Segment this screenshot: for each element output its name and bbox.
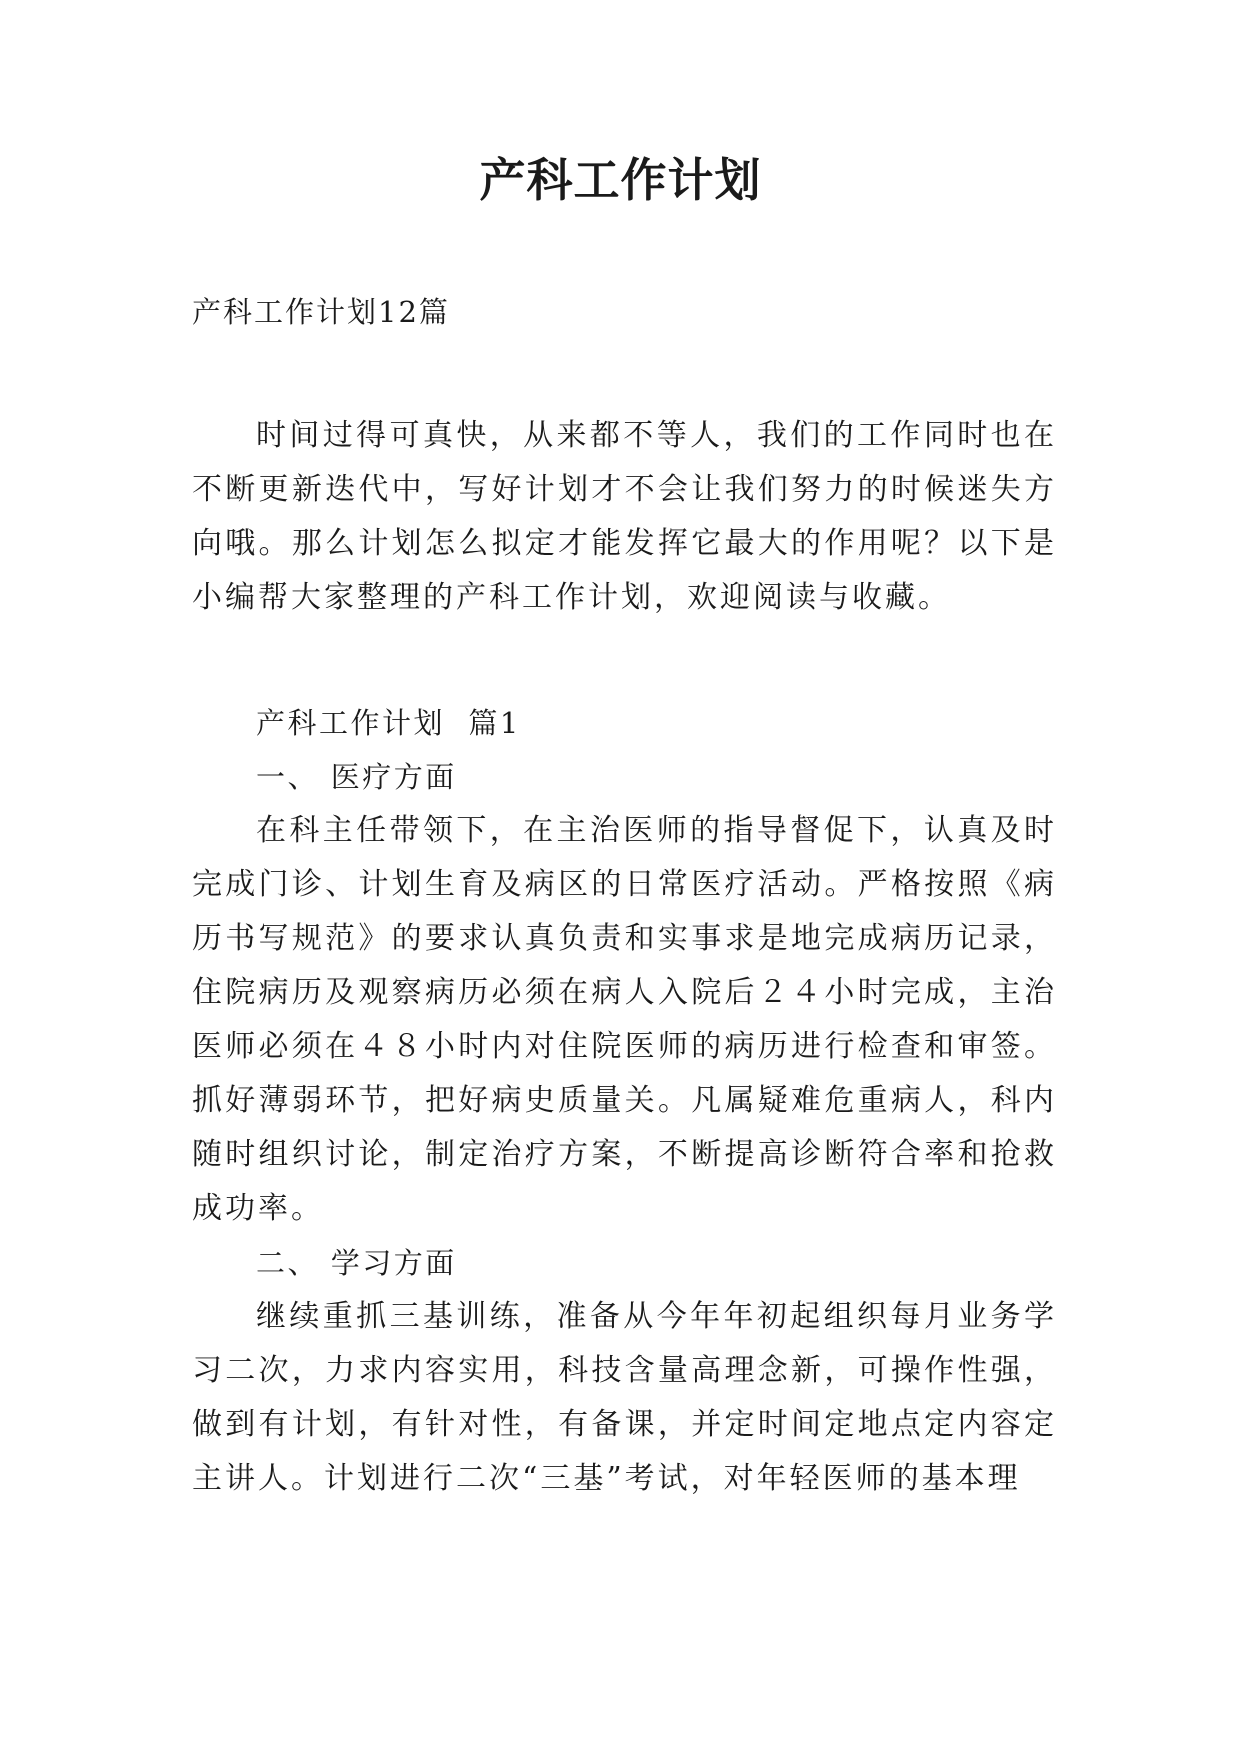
section-title: 产科工作计划 篇1 — [256, 706, 521, 740]
intro-paragraph: 时间过得可真快，从来都不等人，我们的工作同时也在不断更新迭代中，写好计划才不会让我们努力的时候迷失方向哦。那么计划怎么拟定才能发挥它最大的作用呢？以下是小编帮大家整理的产科工作计划，欢迎阅读与收藏。 — [192, 418, 1057, 615]
study-paragraph: 继续重抓三基训练，准备从今年年初起组织每月业务学习二次，力求内容实用，科技含量高理念新，可操作性强，做到有计划，有针对性，有备课，并定时间定地点定内容定主讲人。计划进行二次“三基”考试，对年轻医师的基本理 — [192, 1299, 1057, 1496]
document-body — [192, 409, 1057, 1506]
section-heading-study: 二、 学习方面 — [256, 1246, 457, 1280]
section-heading-medical: 一、 医疗方面 — [256, 760, 457, 794]
document-subtitle: 产科工作计划12篇 — [192, 295, 450, 329]
medical-paragraph: 在科主任带领下，在主治医师的指导督促下，认真及时完成门诊、计划生育及病区的日常医疗活动。严格按照《病历书写规范》的要求认真负责和实事求是地完成病历记录，住院病历及观察病历必须在病人入院后２４小时完成，主治医师必须在４８小时内对住院医师的病历进行检查和审签。抓好薄弱环节，把好病史质量关。凡属疑难危重病人，科内随时组织讨论，制定治疗方案，不断提高诊断符合率和抢救成功率。 — [192, 813, 1057, 1226]
document-title: 产科工作计划 — [479, 153, 762, 207]
